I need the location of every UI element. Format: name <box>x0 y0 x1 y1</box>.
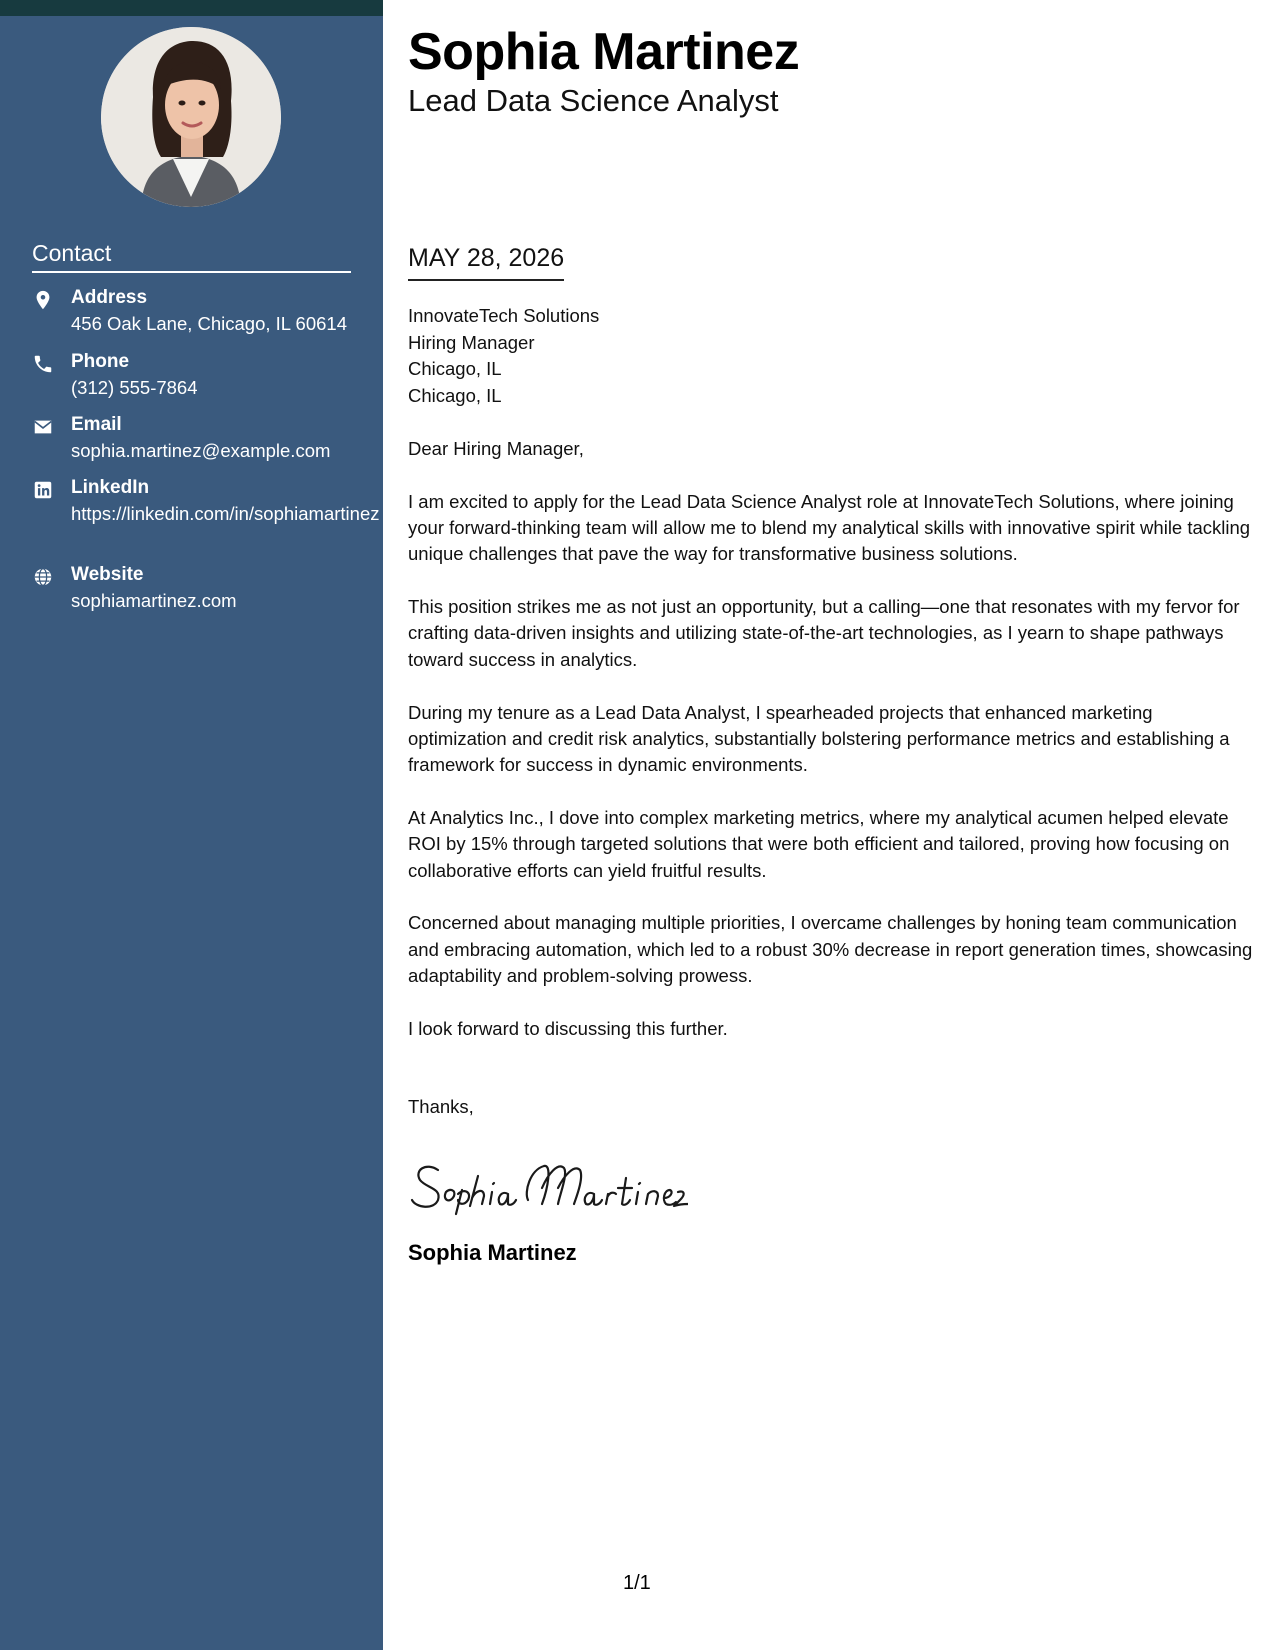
signed-name: Sophia Martinez <box>408 1240 577 1265</box>
phone-value: (312) 555-7864 <box>71 377 198 398</box>
website-value[interactable]: sophiamartinez.com <box>71 590 237 611</box>
recipient-company: InnovateTech Solutions <box>408 305 600 326</box>
applicant-name: Sophia Martinez <box>408 23 800 81</box>
address-value: 456 Oak Lane, Chicago, IL 60614 <box>71 313 347 334</box>
sidebar-top-bar <box>0 0 383 16</box>
recipient-location: Chicago, IL <box>408 384 502 406</box>
profile-photo <box>101 27 281 207</box>
paragraph-4: At Analytics Inc., I dove into complex marketing metrics, where my analytical acumen helped elevate ROI by 15% through targeted solutions that were both efficient and tailored, proving how focusing on collaborative efforts can yield fruitful results. <box>408 806 1230 881</box>
linkedin-label: LinkedIn <box>71 477 150 498</box>
letter-date: MAY 28, 2026 <box>408 244 564 281</box>
phone-label: Phone <box>71 351 130 372</box>
recipient-title: Hiring Manager <box>408 331 535 353</box>
paragraph-5: Concerned about managing multiple priorities, I overcame challenges by honing team communication and embracing automation, which led to a robust 30% decrease in report generation times, showcasing adaptability and problem-solving prowess. <box>408 912 1253 986</box>
website-label: Website <box>71 564 144 585</box>
applicant-role: Lead Data Science Analyst <box>408 83 779 118</box>
linkedin-value[interactable]: https://linkedin.com/in/sophiamartinez <box>71 503 380 524</box>
paragraph-1: I am excited to apply for the Lead Data Science Analyst role at InnovateTech Solutions, where joining your forward-thinking team will allow me to blend my analytical skills with innovative spirit while tackling unique challenges that pave the way for transformative business solutions. <box>408 490 1251 565</box>
recipient-block <box>408 303 599 409</box>
paragraph-2: This position strikes me as not just an opportunity, but a calling—one that resonates with my fervor for crafting data-driven insights and utilizing state-of-the-art technologies, as I yearn to shape pathways toward success in analytics. <box>408 596 1240 670</box>
contact-heading: Contact <box>32 240 351 273</box>
sidebar <box>0 0 383 1650</box>
paragraph-6: I look forward to discussing this further. <box>408 1017 728 1039</box>
address-label: Address <box>71 287 148 308</box>
closing: Thanks, <box>408 1096 474 1117</box>
linkedin-icon <box>32 479 54 501</box>
paragraph-3: During my tenure as a Lead Data Analyst, I spearheaded projects that enhanced marketing optimization and credit risk analytics, substantially bolstering performance metrics and establishing a framework for success in dynamic environments. <box>408 701 1230 776</box>
email-value[interactable]: sophia.martinez@example.com <box>71 440 331 461</box>
envelope-icon <box>32 416 54 438</box>
location-pin-icon <box>32 289 54 311</box>
globe-icon <box>32 566 54 588</box>
letter-body <box>408 436 1253 1069</box>
phone-icon <box>32 353 54 375</box>
handwritten-signature <box>408 1148 688 1218</box>
page-number: 1/1 <box>623 1572 651 1594</box>
email-label: Email <box>71 414 122 435</box>
salutation: Dear Hiring Manager, <box>408 438 584 459</box>
recipient-city: Chicago, IL <box>408 358 502 379</box>
